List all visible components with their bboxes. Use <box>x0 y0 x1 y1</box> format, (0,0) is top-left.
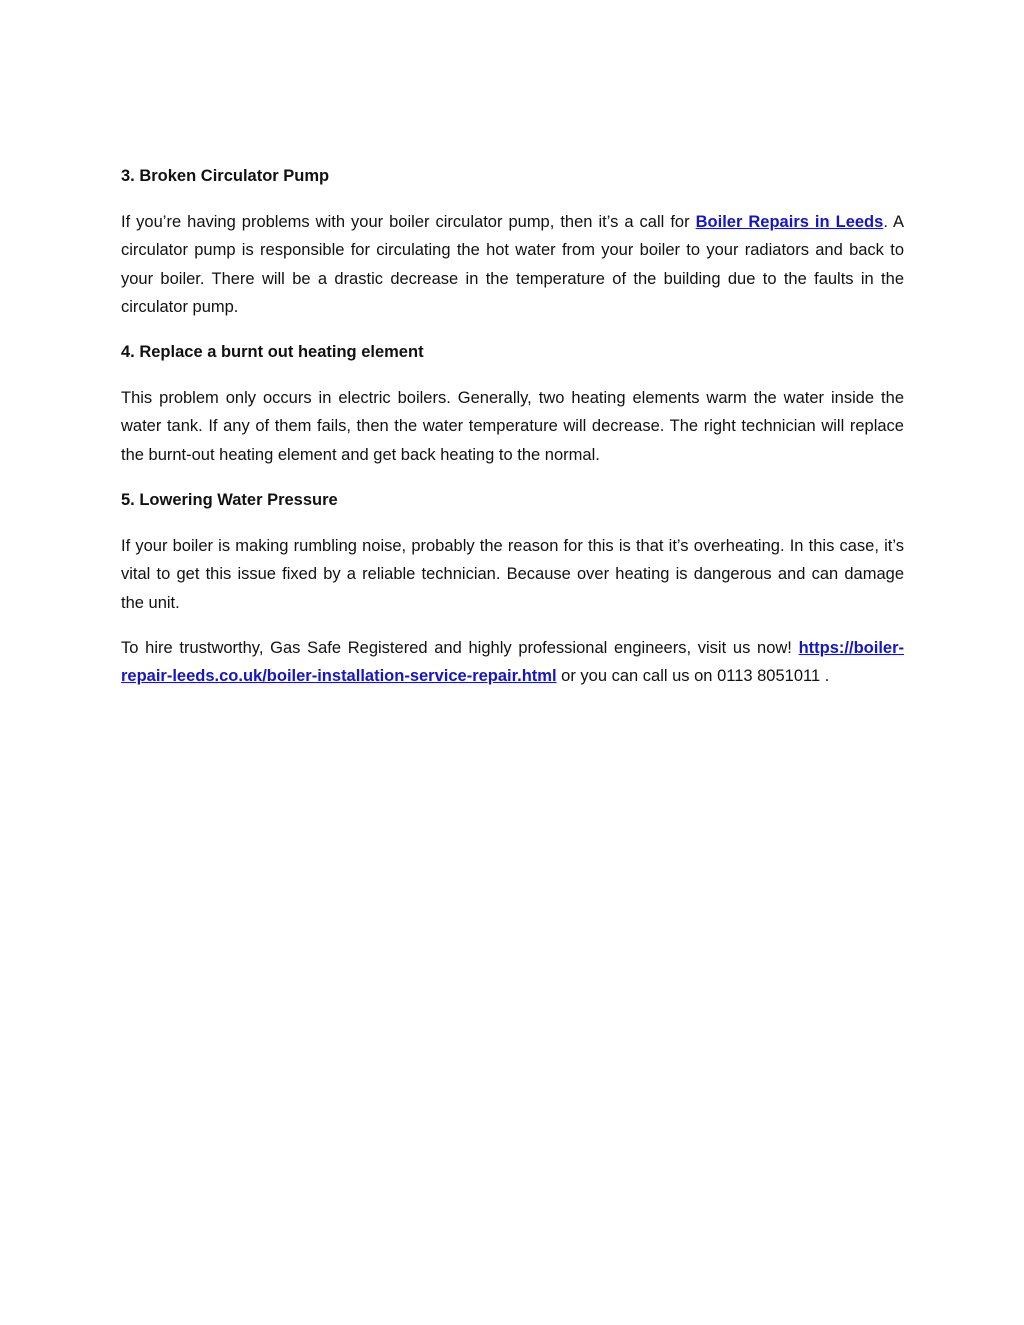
heading-lowering-water-pressure: 5. Lowering Water Pressure <box>121 491 338 510</box>
link-boiler-installation-url[interactable]: https://boiler-repair-leeds.co.uk/boiler-installation-service-repair.html <box>121 638 904 686</box>
text-circulator-intro: If you’re having problems with your boiler circulator pump, then it’s a call for <box>121 213 696 231</box>
paragraph-heating-element: This problem only occurs in electric boilers. Generally, two heating elements warm the water inside the water tank. If any of them fails, then the water temperature will decrease. The right technician will replace the burnt-out heating element and get back heating to the normal. <box>121 389 904 464</box>
heading-broken-circulator-pump: 3. Broken Circulator Pump <box>121 167 330 185</box>
paragraph-closing <box>121 634 904 691</box>
document-page <box>121 162 904 708</box>
paragraph-circulator-pump <box>121 208 904 321</box>
text-closing-intro: To hire trustworthy, Gas Safe Registered and highly professional engineers, visit us now! <box>121 638 799 657</box>
paragraph-water-pressure: If your boiler is making rumbling noise, probably the reason for this is that it’s overheating. In this case, it’s vital to get this issue fixed by a reliable technician. Because over heating is dangerous and can damage the unit. <box>121 537 904 612</box>
text-closing-phone: or you can call us on 0113 8051011 . <box>556 667 830 686</box>
link-boiler-repairs-leeds[interactable]: Boiler Repairs in Leeds <box>695 213 884 231</box>
text-circulator-body: . A circulator pump is responsible for circulating the hot water from your boiler to your radiators and back to your boiler. There will be a drastic decrease in the temperature of the building due to the faults in the circulator pump. <box>121 213 905 316</box>
heading-replace-heating-element: 4. Replace a burnt out heating element <box>121 343 424 362</box>
